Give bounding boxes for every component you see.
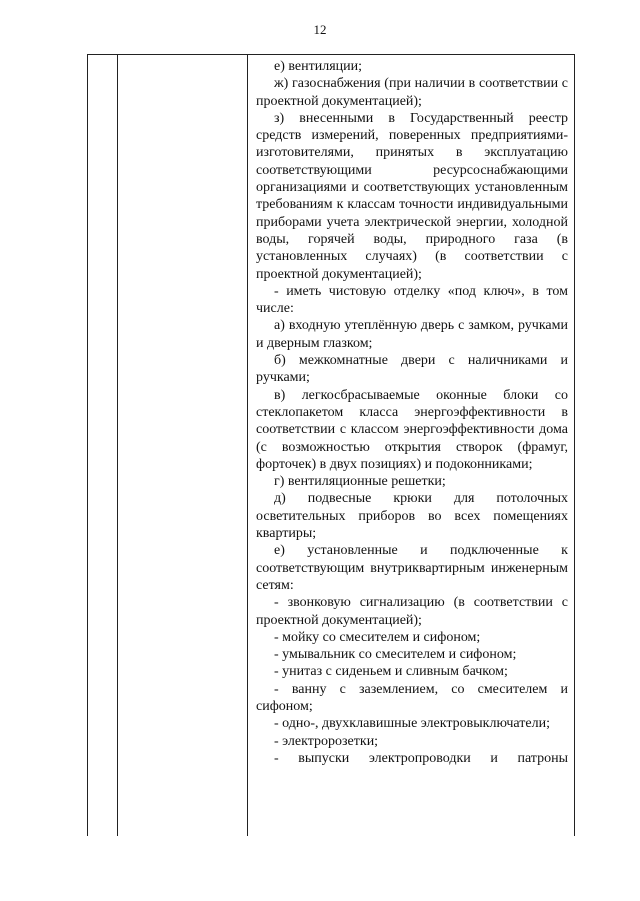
table-column-divider	[247, 55, 248, 836]
paragraph: д) подвесные крюки для потолочных осветительных приборов во всех помещениях квартиры;	[256, 491, 568, 542]
requirements-cell	[256, 58, 568, 767]
document-table	[87, 54, 575, 836]
paragraph: - унитаз с сиденьем и сливным бачком;	[274, 664, 508, 680]
paragraph: - одно-, двухклавишные электровыключатели;	[274, 716, 550, 732]
page-number: 12	[313, 22, 327, 37]
paragraph: в) легкосбрасываемые оконные блоки со стеклопакетом класса энергоэффективности в соответствии с классом энергоэффективности дома (с возможностью открытия створок (фрамуг, форточек) в двух позициях) и подоконниками;	[256, 387, 568, 472]
table-column-divider	[117, 55, 118, 836]
paragraph: з) внесенными в Государственный реестр средств измерений, поверенных предприятиями-изготовителями, принятых в эксплуатацию соответствующими ресурсоснабжающими организациями и соответствующих установленным требованиям к классам точности индивидуальными приборами учета электрической энергии, холодной воды, горячей воды, природного газа (в установленных случаях) (в соответствии с проектной документацией);	[256, 110, 568, 282]
paragraph: б) межкомнатные двери с наличниками и ручками;	[256, 353, 568, 386]
paragraph: - мойку со смесителем и сифоном;	[274, 629, 481, 645]
paragraph: е) вентиляции;	[274, 59, 363, 74]
paragraph: - ванну с заземлением, со смесителем и сифоном;	[256, 681, 568, 714]
paragraph: - звонковую сигнализацию (в соответствии с проектной документацией);	[256, 595, 568, 628]
paragraph: а) входную утеплённую дверь с замком, ручками и дверным глазком;	[256, 318, 568, 351]
paragraph: - выпуски электропроводки и патроны	[274, 750, 568, 766]
paragraph: - электророзетки;	[274, 733, 379, 749]
paragraph: - иметь чистовую отделку «под ключ», в том числе:	[256, 283, 568, 317]
paragraph: ж) газоснабжения (при наличии в соответствии с проектной документацией);	[256, 76, 568, 109]
paragraph: е) установленные и подключенные к соответствующим внутриквартирным инженерным сетям:	[256, 543, 568, 593]
paragraph: г) вентиляционные решетки;	[274, 474, 446, 490]
paragraph: - умывальник со смесителем и сифоном;	[274, 647, 517, 663]
